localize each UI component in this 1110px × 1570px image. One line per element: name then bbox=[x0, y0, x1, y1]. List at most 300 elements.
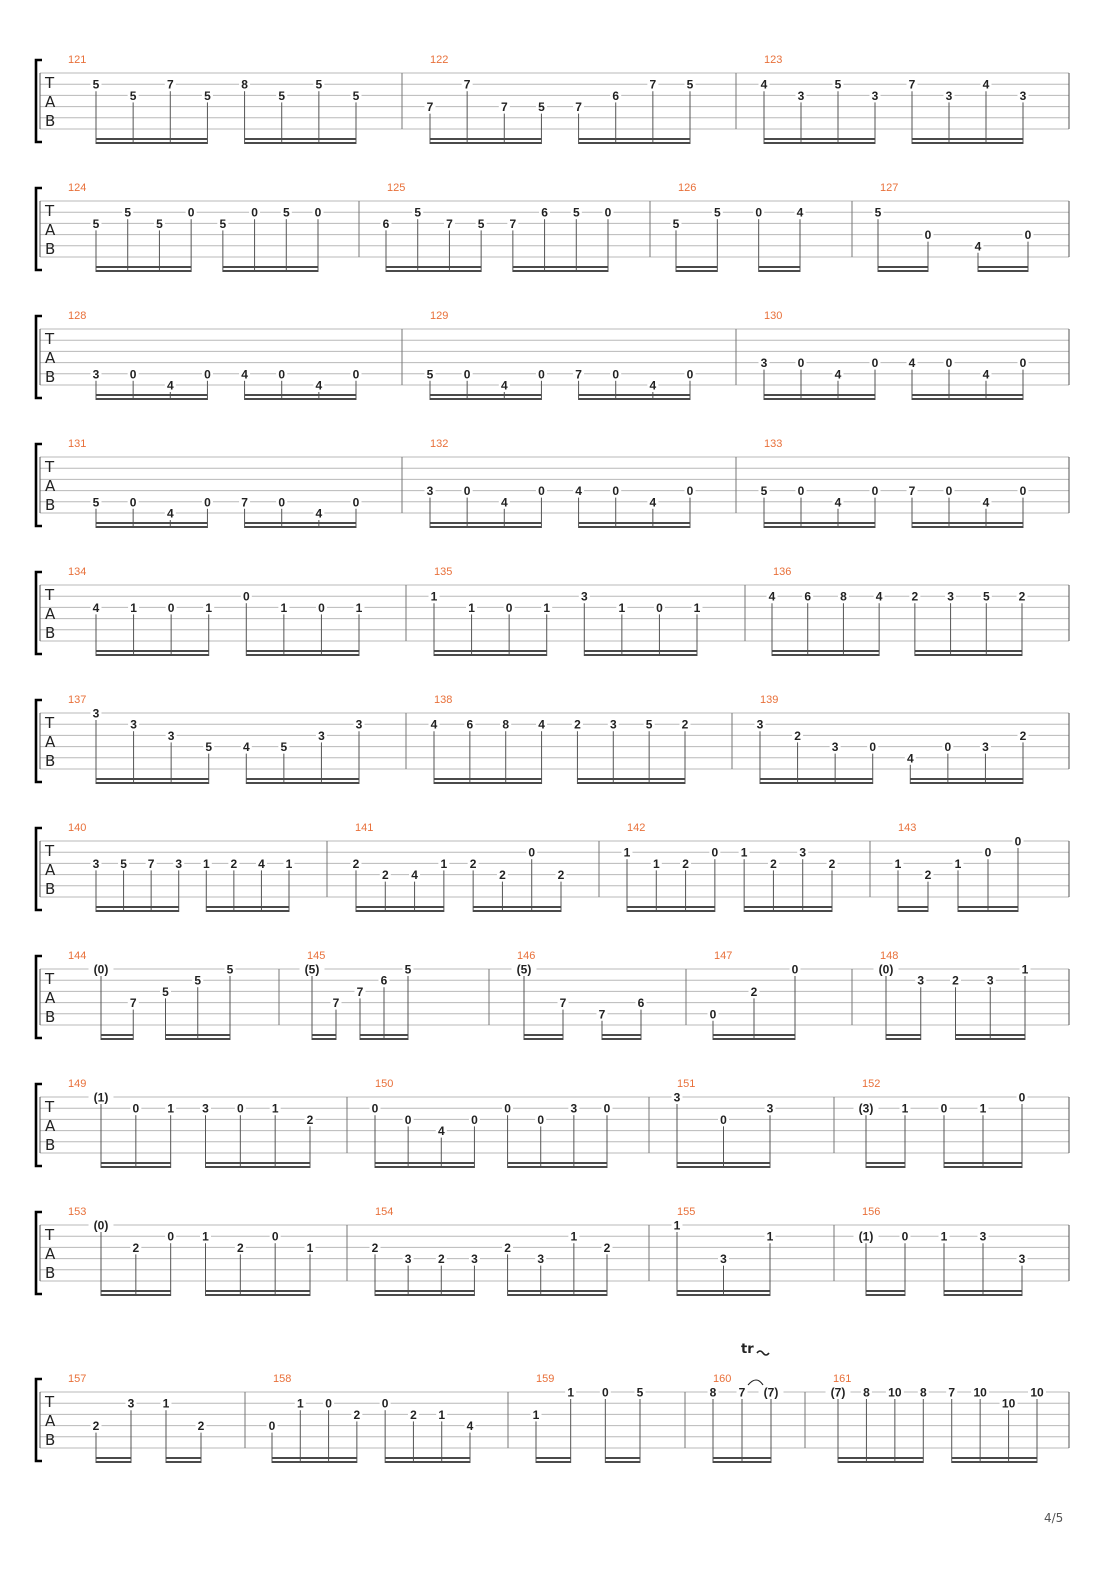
fret-number: 4 bbox=[834, 495, 842, 510]
tab-clef-letter: T bbox=[45, 330, 55, 348]
trill-marking: tr bbox=[741, 1342, 754, 1357]
system-bracket bbox=[36, 188, 42, 270]
note-beam bbox=[584, 650, 697, 652]
measure-number: 128 bbox=[68, 310, 87, 322]
tab-clef-letter: B bbox=[45, 496, 56, 514]
note-beam bbox=[878, 270, 928, 272]
fret-number: 3 bbox=[471, 1252, 478, 1267]
fret-number: 3 bbox=[609, 717, 617, 732]
measure bbox=[874, 950, 1031, 1040]
note-beam bbox=[958, 910, 1018, 912]
system-bracket bbox=[36, 316, 42, 398]
note-beam bbox=[627, 906, 715, 908]
note-beam bbox=[579, 522, 690, 524]
fret-number: 1 bbox=[438, 1407, 446, 1422]
measure bbox=[381, 182, 614, 272]
fret-number: 3 bbox=[766, 1101, 774, 1116]
fret-number: 3 bbox=[986, 973, 994, 988]
note-beam bbox=[744, 906, 832, 908]
measure-number: 129 bbox=[430, 310, 449, 322]
fret-number: 7 bbox=[166, 77, 174, 92]
system-bracket bbox=[36, 1379, 42, 1461]
note-beam bbox=[944, 1290, 1022, 1292]
measure bbox=[767, 566, 1028, 656]
measure bbox=[370, 1078, 613, 1168]
fret-number: 8 bbox=[840, 589, 847, 604]
note-beam bbox=[508, 1162, 607, 1164]
fret-number: 0 bbox=[242, 589, 250, 604]
fret-number: (5) bbox=[516, 962, 532, 977]
note-beam bbox=[473, 906, 561, 908]
note-beam bbox=[246, 650, 359, 652]
tab-clef-letter: B bbox=[45, 240, 56, 258]
note-beam bbox=[206, 910, 289, 912]
fret-number: 3 bbox=[167, 728, 175, 743]
fret-number: 5 bbox=[572, 205, 580, 220]
measure-number: 137 bbox=[68, 694, 87, 706]
measure bbox=[68, 950, 236, 1040]
fret-number: 4 bbox=[796, 205, 804, 220]
note-beam bbox=[245, 142, 356, 144]
fret-number: 5 bbox=[156, 216, 163, 231]
fret-number: 2 bbox=[911, 589, 919, 604]
fret-number: 0 bbox=[944, 740, 952, 755]
fret-number: 1 bbox=[205, 600, 213, 615]
fret-number: 3 bbox=[92, 706, 100, 721]
measure bbox=[708, 950, 801, 1040]
fret-number: 7 bbox=[426, 100, 434, 115]
fret-number: 3 bbox=[720, 1252, 727, 1267]
note-beam bbox=[385, 1457, 470, 1459]
measure bbox=[759, 438, 1029, 528]
fret-number: 5 bbox=[194, 973, 202, 988]
tab-clef-letter: A bbox=[45, 733, 56, 751]
fret-number: 1 bbox=[652, 856, 660, 871]
fret-number: 5 bbox=[282, 205, 290, 220]
tie-arc bbox=[748, 1380, 763, 1385]
note-beam bbox=[677, 1162, 770, 1164]
fret-number: 5 bbox=[162, 984, 169, 999]
note-beam bbox=[434, 654, 547, 656]
note-beam bbox=[166, 1461, 201, 1463]
fret-number: 4 bbox=[437, 1124, 445, 1139]
fret-number: 4 bbox=[92, 600, 100, 615]
fret-number: 2 bbox=[681, 717, 689, 732]
fret-number: 2 bbox=[381, 868, 389, 883]
fret-number: 2 bbox=[504, 1240, 511, 1255]
fret-number: 5 bbox=[834, 77, 842, 92]
fret-number: 5 bbox=[672, 216, 680, 231]
note-beam bbox=[360, 1034, 408, 1036]
tab-clef-letter: T bbox=[45, 714, 55, 732]
tab-systems bbox=[36, 54, 1069, 1463]
fret-number: 5 bbox=[636, 1385, 644, 1400]
fret-number: 0 bbox=[278, 495, 286, 510]
note-beam bbox=[101, 1166, 171, 1168]
fret-number: 1 bbox=[894, 856, 902, 871]
measure-number: 143 bbox=[898, 822, 917, 834]
fret-number: 3 bbox=[92, 856, 100, 871]
fret-number: 0 bbox=[352, 495, 360, 510]
fret-number: 3 bbox=[202, 1101, 209, 1116]
fret-number: 5 bbox=[315, 77, 323, 92]
fret-number: 4 bbox=[166, 506, 174, 521]
note-beam bbox=[912, 138, 1023, 140]
fret-number: 0 bbox=[1019, 356, 1027, 371]
note-beam bbox=[759, 266, 800, 268]
fret-number: 7 bbox=[575, 367, 582, 382]
note-beam bbox=[584, 654, 697, 656]
fret-number: 3 bbox=[1018, 1252, 1026, 1267]
note-beam bbox=[96, 138, 207, 140]
measure bbox=[68, 54, 362, 144]
measure-number: 138 bbox=[434, 694, 453, 706]
fret-number: 4 bbox=[982, 77, 990, 92]
fret-number: 1 bbox=[940, 1229, 948, 1244]
note-beam bbox=[579, 138, 690, 140]
note-beam bbox=[246, 782, 359, 784]
note-beam bbox=[206, 1162, 311, 1164]
note-beam bbox=[386, 270, 481, 272]
fret-number: 5 bbox=[124, 205, 132, 220]
measure bbox=[425, 310, 696, 400]
note-beam bbox=[944, 1166, 1022, 1168]
fret-number: 3 bbox=[580, 589, 588, 604]
note-beam bbox=[473, 910, 561, 912]
note-beam bbox=[101, 1034, 133, 1036]
fret-number: 5 bbox=[92, 495, 100, 510]
fret-number: 7 bbox=[649, 77, 657, 92]
fret-number: 0 bbox=[504, 1101, 511, 1116]
fret-number: 2 bbox=[236, 1240, 244, 1255]
note-beam bbox=[166, 1038, 231, 1040]
fret-number: 1 bbox=[306, 1240, 314, 1255]
fret-number: 4 bbox=[906, 751, 914, 766]
fret-number: (0) bbox=[878, 962, 894, 977]
fret-number: 1 bbox=[954, 856, 962, 871]
fret-number: 0 bbox=[278, 367, 286, 382]
tab-clef-letter: A bbox=[45, 93, 56, 111]
measure-number: 148 bbox=[880, 950, 899, 962]
fret-number: 0 bbox=[871, 484, 879, 499]
note-beam bbox=[434, 650, 547, 652]
measure-number: 126 bbox=[678, 182, 697, 194]
note-beam bbox=[508, 1290, 607, 1292]
measure-number: 124 bbox=[68, 182, 87, 194]
fret-number: 1 bbox=[285, 856, 293, 871]
note-beam bbox=[524, 1038, 563, 1040]
measure bbox=[68, 566, 365, 656]
tab-clef-letter: T bbox=[45, 74, 55, 92]
measure-number: 130 bbox=[764, 310, 783, 322]
fret-number: 7 bbox=[147, 856, 155, 871]
fret-number: 2 bbox=[306, 1112, 314, 1127]
note-beam bbox=[958, 906, 1018, 908]
fret-number: 0 bbox=[720, 1112, 727, 1127]
tab-clef-letter: A bbox=[45, 221, 56, 239]
note-beam bbox=[101, 1038, 133, 1040]
note-beam bbox=[245, 394, 356, 396]
fret-number: (1) bbox=[858, 1229, 874, 1244]
system-bracket bbox=[36, 1084, 42, 1166]
measure bbox=[671, 182, 806, 272]
measure bbox=[826, 1373, 1047, 1463]
measure-number: 146 bbox=[517, 950, 536, 962]
measure-number: 144 bbox=[68, 950, 87, 962]
fret-number: 0 bbox=[187, 205, 195, 220]
tab-system bbox=[36, 54, 1069, 144]
note-beam bbox=[760, 778, 873, 780]
fret-number: 6 bbox=[637, 996, 645, 1011]
note-beam bbox=[508, 1294, 607, 1296]
measure bbox=[759, 310, 1029, 400]
fret-number: 5 bbox=[874, 205, 882, 220]
system-bracket bbox=[36, 700, 42, 782]
fret-number: 0 bbox=[132, 1101, 140, 1116]
fret-number: 2 bbox=[197, 1419, 205, 1434]
note-beam bbox=[577, 778, 685, 780]
measure-number: 160 bbox=[713, 1373, 732, 1385]
measure bbox=[854, 1206, 1028, 1296]
measure-number: 136 bbox=[773, 566, 792, 578]
note-beam bbox=[915, 650, 1022, 652]
fret-number: 5 bbox=[414, 205, 422, 220]
measure bbox=[68, 1078, 316, 1168]
note-beam bbox=[886, 1038, 921, 1040]
fret-number: 1 bbox=[440, 856, 448, 871]
tab-clef-letter: A bbox=[45, 349, 56, 367]
fret-number: 5 bbox=[92, 216, 100, 231]
note-beam bbox=[96, 910, 179, 912]
fret-number: 5 bbox=[120, 856, 127, 871]
note-beam bbox=[206, 906, 289, 908]
measure bbox=[873, 182, 1034, 272]
fret-number: 4 bbox=[166, 378, 174, 393]
measure bbox=[68, 822, 295, 912]
fret-number: (3) bbox=[858, 1101, 874, 1116]
fret-number: 6 bbox=[380, 973, 388, 988]
fret-number: 7 bbox=[948, 1385, 956, 1400]
fret-number: 1 bbox=[979, 1101, 987, 1116]
fret-number: 0 bbox=[314, 205, 322, 220]
note-beam bbox=[223, 266, 318, 268]
note-beam bbox=[166, 1457, 201, 1459]
fret-number: 5 bbox=[352, 88, 360, 103]
tab-system bbox=[36, 950, 1069, 1040]
fret-number: 7 bbox=[129, 996, 137, 1011]
fret-number: 7 bbox=[509, 216, 517, 231]
note-beam bbox=[96, 1457, 131, 1459]
fret-number: 1 bbox=[532, 1407, 540, 1422]
note-beam bbox=[956, 1034, 1026, 1036]
fret-number: 4 bbox=[538, 717, 545, 732]
note-beam bbox=[386, 266, 481, 268]
measure-number: 145 bbox=[307, 950, 326, 962]
fret-number: 3 bbox=[1019, 88, 1027, 103]
fret-number: 1 bbox=[296, 1396, 304, 1411]
fret-number: 1 bbox=[693, 600, 701, 615]
fret-number: 3 bbox=[756, 717, 764, 732]
note-beam bbox=[430, 394, 541, 396]
fret-number: 4 bbox=[834, 367, 842, 382]
note-beam bbox=[206, 1290, 311, 1292]
note-beam bbox=[676, 270, 717, 272]
fret-number: 7 bbox=[575, 100, 582, 115]
fret-number: 2 bbox=[132, 1240, 140, 1255]
fret-number: 0 bbox=[940, 1101, 948, 1116]
tab-clef-letter: A bbox=[45, 1117, 56, 1135]
note-beam bbox=[430, 142, 541, 144]
tab-clef-letter: T bbox=[45, 586, 55, 604]
fret-number: 2 bbox=[603, 1240, 611, 1255]
tab-clef-letter: A bbox=[45, 1245, 56, 1263]
system-bracket bbox=[36, 828, 42, 910]
fret-number: 3 bbox=[760, 356, 768, 371]
tab-system bbox=[36, 438, 1069, 528]
fret-number: 7 bbox=[241, 495, 248, 510]
fret-number: (0) bbox=[93, 962, 109, 977]
note-beam bbox=[375, 1162, 474, 1164]
fret-number: 5 bbox=[538, 100, 545, 115]
fret-number: 4 bbox=[982, 495, 990, 510]
tab-system bbox=[36, 310, 1069, 400]
fret-number: 3 bbox=[130, 717, 137, 732]
measure-number: 154 bbox=[375, 1206, 394, 1218]
fret-number: 0 bbox=[755, 205, 763, 220]
fret-number: 0 bbox=[797, 356, 805, 371]
fret-number: 1 bbox=[673, 1218, 681, 1233]
note-beam bbox=[96, 654, 209, 656]
note-beam bbox=[912, 526, 1023, 528]
fret-number: 4 bbox=[500, 378, 508, 393]
note-beam bbox=[536, 1457, 571, 1459]
tab-clef-letter: T bbox=[45, 970, 55, 988]
fret-number: 0 bbox=[271, 1229, 279, 1244]
measure-number: 131 bbox=[68, 438, 87, 450]
fret-number: 0 bbox=[538, 484, 545, 499]
fret-number: 7 bbox=[598, 1007, 606, 1022]
fret-number: 4 bbox=[466, 1419, 474, 1434]
note-beam bbox=[910, 778, 1023, 780]
fret-number: 3 bbox=[127, 1396, 135, 1411]
measure bbox=[370, 1206, 613, 1296]
tab-system bbox=[36, 694, 1069, 784]
note-beam bbox=[759, 270, 800, 272]
note-beam bbox=[605, 1457, 640, 1459]
fret-number: 4 bbox=[575, 484, 582, 499]
fret-number: (1) bbox=[93, 1090, 109, 1105]
note-beam bbox=[96, 650, 209, 652]
fret-number: 0 bbox=[984, 845, 992, 860]
measure bbox=[267, 1373, 476, 1463]
fret-number: 0 bbox=[204, 367, 211, 382]
fret-number: 7 bbox=[738, 1385, 746, 1400]
fret-number: 3 bbox=[831, 740, 839, 755]
fret-number: 8 bbox=[709, 1385, 717, 1400]
fret-number: 4 bbox=[258, 856, 265, 871]
note-beam bbox=[866, 1294, 905, 1296]
note-beam bbox=[579, 398, 690, 400]
fret-number: 7 bbox=[356, 984, 364, 999]
fret-number: 1 bbox=[570, 1229, 578, 1244]
fret-number: 0 bbox=[603, 1101, 611, 1116]
tab-system bbox=[36, 1373, 1069, 1463]
fret-number: 0 bbox=[471, 1112, 478, 1127]
fret-number: 1 bbox=[468, 600, 475, 615]
note-beam bbox=[952, 1457, 1037, 1459]
tab-system bbox=[36, 1078, 1069, 1168]
tab-clef-letter: A bbox=[45, 477, 56, 495]
fret-number: 3 bbox=[947, 589, 954, 604]
fret-number: 8 bbox=[241, 77, 248, 92]
fret-number: 0 bbox=[463, 484, 471, 499]
fret-number: 2 bbox=[952, 973, 959, 988]
tab-system bbox=[36, 822, 1069, 912]
fret-number: 2 bbox=[770, 856, 777, 871]
note-beam bbox=[356, 910, 444, 912]
fret-number: 0 bbox=[251, 205, 258, 220]
note-beam bbox=[579, 142, 690, 144]
tab-clef-letter: B bbox=[45, 880, 56, 898]
tab-clef-letter: T bbox=[45, 1226, 55, 1244]
measure bbox=[68, 694, 365, 784]
note-beam bbox=[245, 398, 356, 400]
fret-number: 0 bbox=[463, 367, 471, 382]
note-beam bbox=[577, 782, 685, 784]
tab-clef-letter: A bbox=[45, 1412, 56, 1430]
fret-number: 1 bbox=[430, 589, 438, 604]
fret-number: 3 bbox=[92, 367, 100, 382]
note-beam bbox=[866, 1166, 905, 1168]
note-beam bbox=[96, 1461, 131, 1463]
fret-number: 3 bbox=[673, 1090, 681, 1105]
note-beam bbox=[764, 142, 875, 144]
note-beam bbox=[96, 522, 207, 524]
note-beam bbox=[206, 1294, 311, 1296]
fret-number: 0 bbox=[711, 845, 719, 860]
fret-number: 2 bbox=[353, 1407, 361, 1422]
note-beam bbox=[772, 650, 879, 652]
note-beam bbox=[96, 398, 207, 400]
fret-number: 0 bbox=[791, 962, 799, 977]
fret-number: 3 bbox=[355, 717, 363, 732]
fret-number: 5 bbox=[760, 484, 768, 499]
trill-wave-icon bbox=[757, 1351, 769, 1355]
note-beam bbox=[744, 910, 832, 912]
tab-clef-letter: B bbox=[45, 368, 56, 386]
note-beam bbox=[524, 1034, 563, 1036]
fret-number: 4 bbox=[649, 495, 657, 510]
tab-clef-letter: B bbox=[45, 1136, 56, 1154]
fret-number: 8 bbox=[919, 1385, 927, 1400]
measure-number: 149 bbox=[68, 1078, 87, 1090]
measure bbox=[68, 1206, 316, 1296]
fret-number: 0 bbox=[352, 367, 360, 382]
fret-number: 5 bbox=[280, 740, 288, 755]
fret-number: 0 bbox=[371, 1101, 379, 1116]
fret-number: 0 bbox=[612, 484, 620, 499]
measure bbox=[300, 950, 414, 1040]
fret-number: 3 bbox=[570, 1101, 578, 1116]
fret-number: 4 bbox=[315, 378, 323, 393]
fret-number: 0 bbox=[1014, 834, 1022, 849]
fret-number: 10 bbox=[1001, 1396, 1016, 1411]
note-beam bbox=[676, 266, 717, 268]
measure-number: 158 bbox=[273, 1373, 292, 1385]
note-beam bbox=[272, 1461, 357, 1463]
measure-number: 121 bbox=[68, 54, 87, 66]
note-beam bbox=[579, 394, 690, 396]
